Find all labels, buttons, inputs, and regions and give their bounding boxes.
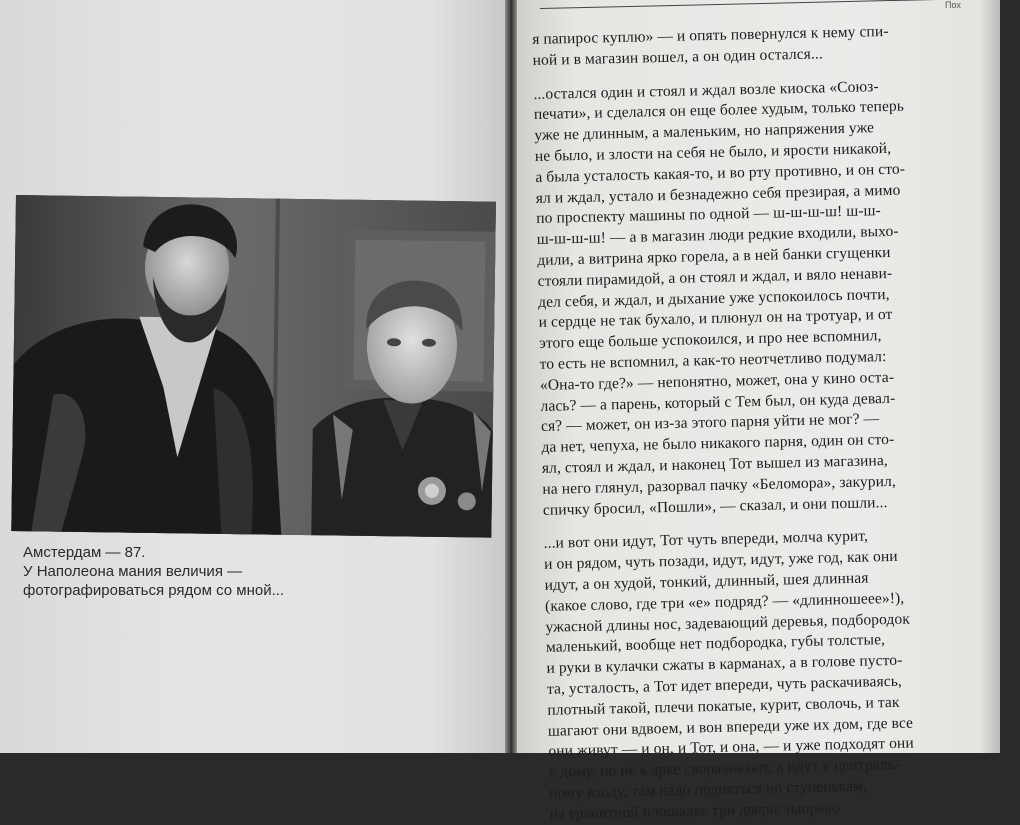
- text-line: стояли пирамидой, а он стоял и ждал, и вяло ненави-: [537, 264, 893, 290]
- caption-line-1: Амстердам — 87.: [23, 544, 146, 561]
- text-line: «Она-то где?» — непонятно, может, она у кино оста-: [539, 368, 895, 394]
- photograph: [11, 195, 496, 538]
- text-line: ся? — может, он из-за этого парня уйти не мог? —: [540, 410, 880, 436]
- text-line: лась? — а парень, который с Тем был, он куда девал-: [540, 389, 896, 415]
- text-line: уже не длинным, а маленьким, но напряжения уже: [534, 119, 875, 145]
- text-line: шагают они вдвоем, и вон впереди уже их дом, где все: [547, 714, 914, 740]
- text-line: маленький, вообще нет подбородка, губы толстые,: [545, 631, 886, 657]
- text-line: и руки в кулачки сжаты в карманах, а в голове пусто-: [546, 651, 903, 677]
- text-line: то есть не вспомнил, а как-то неотчетливо подумал:: [539, 347, 887, 373]
- text-line: ной и в магазин вошел, а он один остался...: [532, 45, 824, 69]
- text-line: на гранитной площадке три двери: направо: [549, 798, 840, 823]
- text-line: и сердце не так бухало, и плюнул он на тротуар, и от: [538, 306, 893, 332]
- text-line: дел себя, и ждал, и дыхание уже успокоилось почти,: [537, 285, 890, 311]
- text-line: не было, и злости на себя не было, и ярости никакой,: [534, 139, 892, 165]
- text-line: и он рядом, чуть позади, идут, идут, уже год, как они: [543, 547, 898, 573]
- text-line: а была усталость какая-то, и во рту противно, и он сто-: [535, 160, 906, 186]
- text-line: плотный такой, плечи покатые, курит, сволочь, и так: [547, 693, 900, 719]
- text-line: спичку бросил, «Пошли», — сказал, и они пошли...: [542, 493, 888, 519]
- text-line: ному входу, там надо подняться по ступенькам,: [549, 777, 868, 802]
- body-text: [532, 19, 1020, 825]
- text-line: к дому, но не к арке сворачивают, а идут к централь-: [548, 755, 901, 781]
- text-line: ...и вот они идут, Тот чуть впереди, молча курит,: [543, 527, 869, 553]
- text-line: на него глянул, разорвал пачку «Беломора», закурил,: [542, 472, 897, 498]
- page-edge-shadow: [980, 0, 1000, 753]
- text-line: ял, стоял и ждал, и наконец Тот вышел из магазина,: [541, 451, 889, 477]
- text-line: дили, а витрина ярко горела, а в ней банки сгущенки: [537, 243, 891, 269]
- text-line: печати», и сделался он еще более худым, только теперь: [533, 97, 905, 124]
- text-line: ш-ш-ш-ш! — а в магазин люди редкие входили, выхо-: [536, 222, 899, 249]
- text-line: ужасной длины нос, задевающий деревья, подбородок: [545, 610, 911, 636]
- text-line: идут, а он худой, тонкий, длинный, шея длинная: [544, 569, 869, 594]
- text-line: (какое слово, где три «е» подряд? — «длинношеее»!),: [544, 589, 905, 615]
- left-page: [0, 0, 507, 753]
- text-line: ...остался один и стоял и ждал возле киоска «Союз-: [533, 77, 879, 103]
- text-line: ял и ждал, устало и безнадежно себя презирая, а мимо: [535, 181, 901, 207]
- text-line: я папирос куплю» — и опять повернулся к нему спи-: [532, 22, 889, 48]
- photo-two-men-icon: [11, 195, 496, 538]
- photo-caption: [23, 543, 323, 600]
- text-line: этого еще больше успокоился, и про нее вспомнил,: [538, 327, 882, 353]
- text-line: та, усталость, а Тот идет впереди, чуть раскачиваясь,: [546, 672, 903, 698]
- running-head: Пох: [945, 0, 961, 10]
- caption-line-3: фотографироваться рядом со мной...: [23, 582, 285, 599]
- text-line: по проспекту машины по одной — ш-ш-ш-ш! ш-ш-: [536, 202, 882, 228]
- text-line: да нет, чепуха, не было никакого парня, один он сто-: [541, 431, 895, 457]
- caption-line-2: У Наполеона мания величия —: [23, 563, 243, 580]
- text-line: они живут — и он, и Тот, и она, — и уже подходят они: [548, 734, 914, 761]
